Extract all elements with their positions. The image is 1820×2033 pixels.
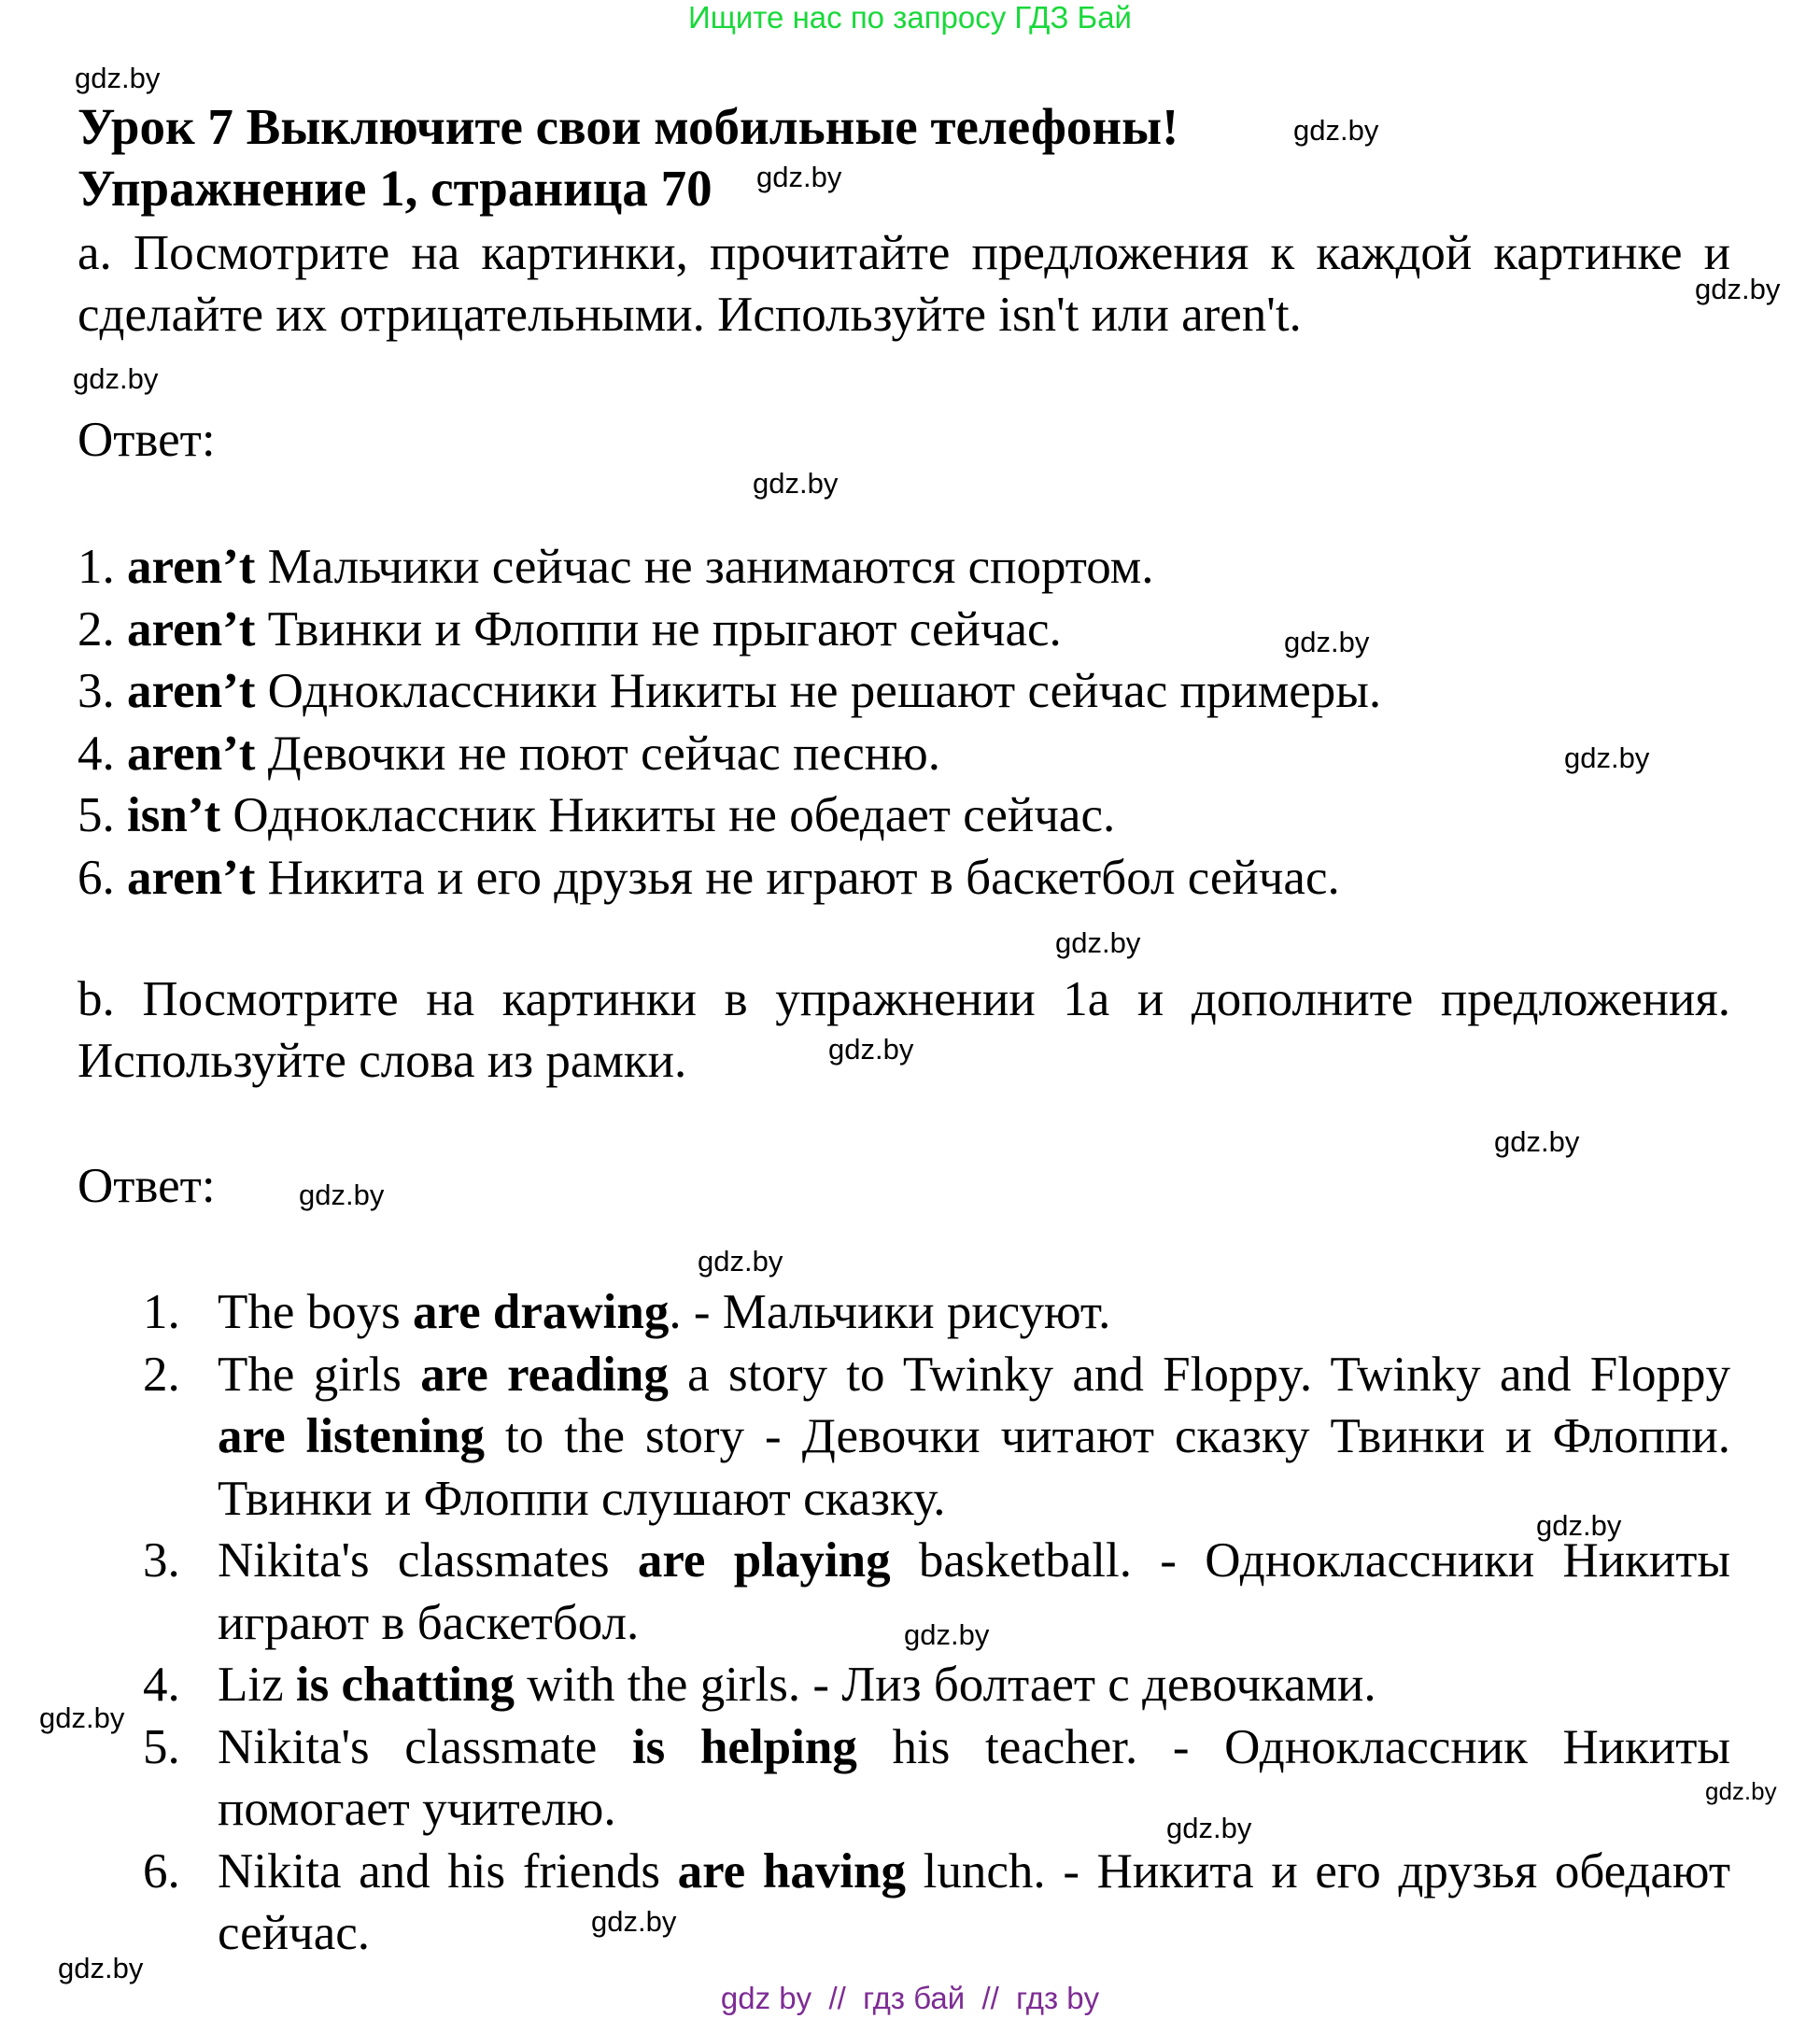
item-pre: The girls <box>218 1347 421 1402</box>
watermark: gdz.by <box>75 62 161 94</box>
item-pre: Nikita's classmates <box>218 1533 638 1588</box>
item-pre: Liz <box>218 1658 296 1712</box>
item-verb: aren’t <box>127 540 256 594</box>
list-item <box>78 660 1740 723</box>
item-verb: aren’t <box>127 601 256 656</box>
item-text: Одноклассники Никиты не решают сейчас примеры. <box>255 664 1382 718</box>
item-verb: are reading <box>420 1347 669 1402</box>
watermark: gdz.by <box>1536 1509 1622 1542</box>
item-verb: aren’t <box>127 850 256 905</box>
watermark: gdz.by <box>1166 1812 1252 1844</box>
task-b-text: b. Посмотрите на картинки в упражнении 1a и дополните предложения. Используйте слова из рамки. <box>78 972 1730 1088</box>
item-number: 3. <box>78 664 115 718</box>
watermark: gdz.by <box>591 1905 677 1938</box>
watermark: gdz.by <box>73 362 159 395</box>
watermark: gdz.by <box>58 1952 144 1984</box>
watermark: gdz.by <box>828 1033 914 1066</box>
item-text: Твинки и Флоппи не прыгают сейчас. <box>255 601 1062 656</box>
list-item <box>78 536 1740 599</box>
item-pre: Nikita's classmate <box>218 1719 632 1774</box>
item-post: lunch. - Никита и его друзья обедают сейчас. <box>218 1843 1730 1960</box>
top-banner[interactable]: Ищите нас по запросу ГДЗ Бай <box>688 0 1132 35</box>
item-number: 5. <box>78 788 115 842</box>
item-number: 6. <box>143 1843 180 1899</box>
list-item <box>78 723 1740 785</box>
item-number: 1. <box>143 1285 180 1339</box>
list-item <box>143 1344 1730 1531</box>
watermark: gdz.by <box>698 1245 783 1278</box>
item-number: 3. <box>143 1533 180 1588</box>
exercise-title: Упражнение 1, страница 70 <box>78 160 712 217</box>
item-verb: are drawing <box>413 1285 670 1339</box>
watermark: gdz.by <box>756 161 842 193</box>
item-verb: are playing <box>637 1533 891 1588</box>
item-text: Мальчики сейчас не занимаются спортом. <box>255 540 1154 594</box>
item-number: 1. <box>78 540 115 594</box>
item-number: 5. <box>143 1719 180 1774</box>
bottom-banner[interactable]: gdz by // гдз бай // гдз by <box>720 1981 1100 2015</box>
watermark: gdz.by <box>1705 1777 1777 1805</box>
watermark: gdz.by <box>1055 926 1141 959</box>
item-verb: isn’t <box>127 788 221 842</box>
item-post: . - Мальчики рисуют. <box>669 1285 1111 1339</box>
item-number: 4. <box>143 1658 180 1712</box>
item-pre: Nikita and his friends <box>218 1843 678 1899</box>
item-text: Одноклассник Никиты не обедает сейчас. <box>220 788 1116 842</box>
item-verb: is chatting <box>295 1658 515 1712</box>
answer-label-a: Ответ: <box>78 413 216 467</box>
item-number: 2. <box>78 601 115 656</box>
watermark: gdz.by <box>753 467 839 500</box>
answer-list-a <box>78 536 1740 909</box>
item-pre: The boys <box>218 1285 414 1339</box>
item-post: a story to Twinky and Floppy. Twinky and Floppy <box>668 1347 1730 1402</box>
list-item <box>78 784 1740 847</box>
list-item <box>143 1841 1730 1965</box>
list-item <box>143 1716 1730 1841</box>
watermark: gdz.by <box>1284 626 1370 658</box>
watermark: gdz.by <box>1293 114 1379 147</box>
watermark: gdz.by <box>1695 273 1781 305</box>
task-a-text: a. Посмотрите на картинки, прочитайте предложения к каждой картинке и сделайте их отрицательными. Используйте isn't или aren't. <box>78 226 1730 342</box>
watermark: gdz.by <box>1564 741 1650 774</box>
watermark: gdz.by <box>1494 1125 1580 1158</box>
item-number: 4. <box>78 726 115 781</box>
item-post: with the girls. - Лиз болтает с девочками. <box>514 1658 1376 1712</box>
item-text: Никита и его друзья не играют в баскетбол сейчас. <box>255 850 1340 905</box>
watermark: gdz.by <box>299 1179 385 1211</box>
list-item <box>78 847 1740 910</box>
item-verb: aren’t <box>127 664 256 718</box>
item-number: 2. <box>143 1347 180 1402</box>
item-post: basketball. - Одноклассники Никиты играют в баскетбол. <box>218 1533 1730 1650</box>
item-verb: is helping <box>631 1719 857 1774</box>
item-post-2: to the story - Девочки читают сказку Твинки и Флоппи. Твинки и Флоппи слушают сказку. <box>218 1409 1730 1526</box>
item-post: his teacher. - Одноклассник Никиты помогает учителю. <box>218 1719 1730 1836</box>
item-verb: aren’t <box>127 726 256 781</box>
answer-label-b: Ответ: <box>78 1159 216 1213</box>
list-item <box>78 599 1740 661</box>
item-text: Девочки не поют сейчас песню. <box>255 726 941 781</box>
item-verb-2: are listening <box>218 1409 486 1463</box>
item-verb: are having <box>677 1843 907 1899</box>
lesson-title: Урок 7 Выключите свои мобильные телефоны! <box>78 98 1179 155</box>
watermark: gdz.by <box>904 1618 990 1651</box>
list-item <box>143 1281 1730 1344</box>
watermark: gdz.by <box>39 1701 125 1734</box>
list-item <box>143 1654 1730 1716</box>
item-number: 6. <box>78 850 115 905</box>
